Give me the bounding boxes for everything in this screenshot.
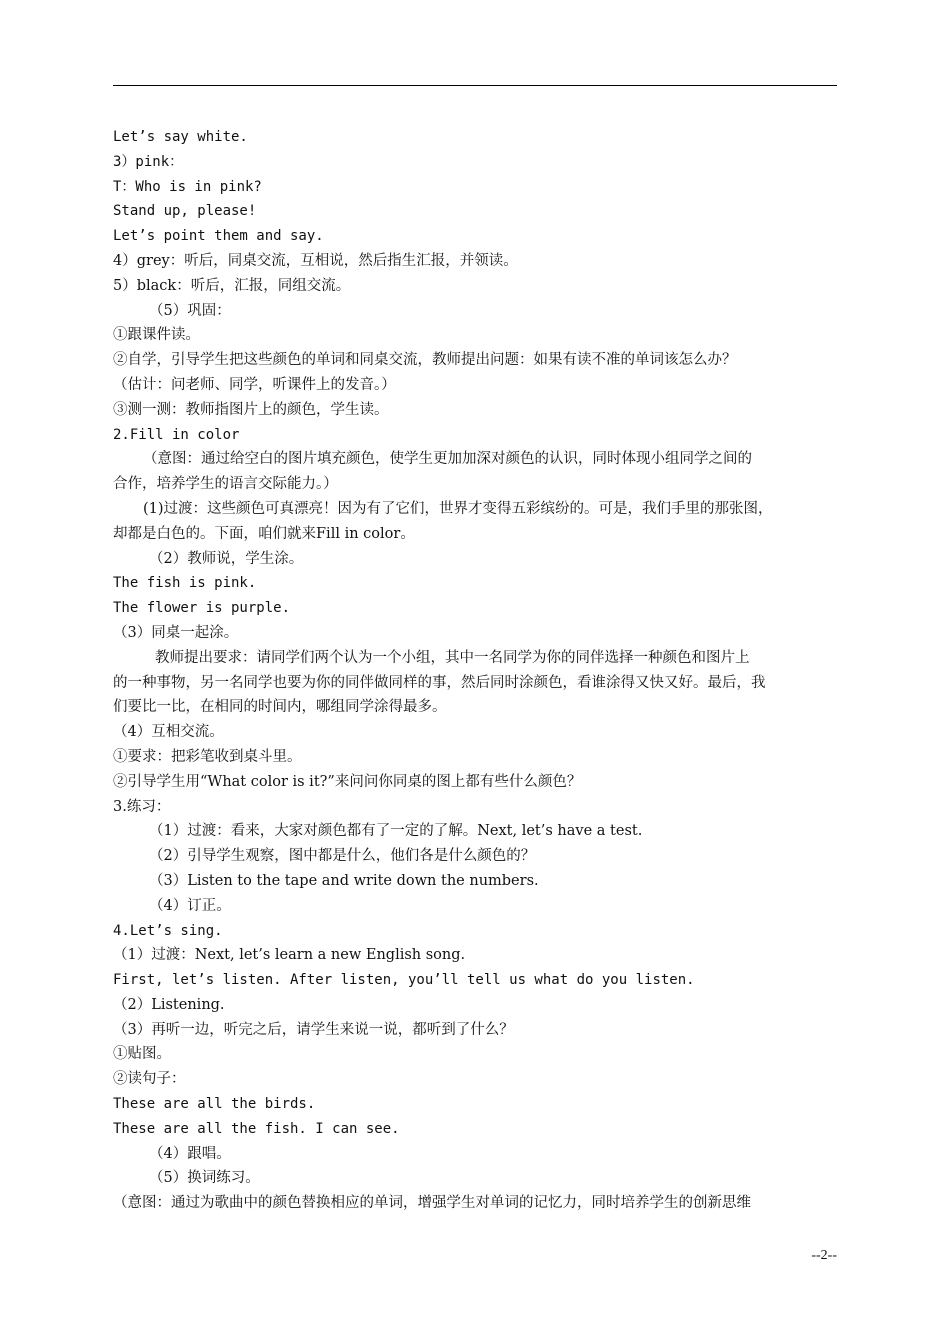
text-line: ①要求：把彩笔收到桌斗里。 [113,748,302,765]
text-line: The flower is purple. [113,600,291,617]
text-line: 2.Fill in color [113,426,240,443]
page-number: --2-- [811,1248,837,1263]
document-body [113,125,843,1216]
text-line: The fish is pink. [113,575,257,592]
text-line: 合作，培养学生的语言交际能力。） [113,476,338,493]
text-line: （1）过渡：Next, let’s learn a new English song. [113,947,466,964]
text-line: T：Who is in pink? [113,178,262,195]
text-line: ②引导学生用“What color is it?”来问问你同桌的图上都有些什么颜色？ [113,773,582,790]
text-line: （3）同桌一起涂。 [113,624,239,641]
text-line: （3）再听一边，听完之后，请学生来说一说，都听到了什么？ [113,1021,514,1038]
text-line: （5）换词练习。 [149,1170,260,1187]
text-line: (1)过渡：这些颜色可真漂亮！因为有了它们，世界才变得五彩缤纷的。可是，我们手里的那张图， [143,500,773,517]
text-line: （意图：通过为歌曲中的颜色替换相应的单词，增强学生对单词的记忆力，同时培养学生的创新思维 [113,1195,751,1212]
header-rule [113,85,837,86]
text-line: 却都是白色的。下面，咱们就来Fill in color。 [113,525,415,542]
text-line: （4）订正。 [149,897,231,914]
text-line: 4.Let’s sing. [113,922,223,939]
text-line: ②读句子： [113,1071,186,1088]
text-line: First, let’s listen. After listen, you’ll tell us what do you listen. [113,972,695,989]
text-line: These are all the birds. [113,1096,316,1113]
text-line: 教师提出要求：请同学们两个认为一个小组，其中一名同学为你的同伴选择一种颜色和图片上 [155,649,750,666]
text-line: （4）互相交流。 [113,724,224,741]
text-line: （5）巩固： [149,302,231,319]
text-line: ③测一测：教师指图片上的颜色，学生读。 [113,401,389,418]
text-line: （3）Listen to the tape and write down the numbers. [149,872,539,889]
text-line: （2）引导学生观察，图中都是什么，他们各是什么颜色的？ [149,848,536,865]
text-line: （4）跟唱。 [149,1145,231,1162]
text-line: 们要比一比，在相同的时间内，哪组同学涂得最多。 [113,699,447,716]
text-line: 的一种事物，另一名同学也要为你的同伴做同样的事，然后同时涂颜色，看谁涂得又快又好。最后，我 [113,674,766,691]
text-line: 5）black：听后，汇报，同组交流。 [113,277,351,294]
text-line: 4）grey：听后，同桌交流，互相说，然后指生汇报，并领读。 [113,252,518,269]
text-line: （估计：问老师、同学，听课件上的发音。） [113,376,396,393]
text-line: （1）过渡：看来，大家对颜色都有了一定的了解。Next, let’s have a test. [149,823,643,840]
text-line: （2）Listening. [113,996,225,1013]
text-line: Let’s say white. [113,129,248,145]
text-line: 3）pink： [113,153,184,170]
text-line: ①贴图。 [113,1046,171,1063]
text-line: These are all the fish. I can see. [113,1120,400,1137]
text-line: （2）教师说，学生涂。 [149,550,304,567]
text-line: 3.练习： [113,798,171,815]
text-line: （意图：通过给空白的图片填充颜色，使学生更加加深对颜色的认识，同时体现小组同学之间的 [143,451,752,468]
text-line: ②自学，引导学生把这些颜色的单词和同桌交流，教师提出问题：如果有读不准的单词该怎么办？ [113,352,737,369]
text-line: ①跟课件读。 [113,327,200,344]
text-line: Let’s point them and say. [113,228,324,245]
text-line: Stand up, please! [113,203,257,220]
